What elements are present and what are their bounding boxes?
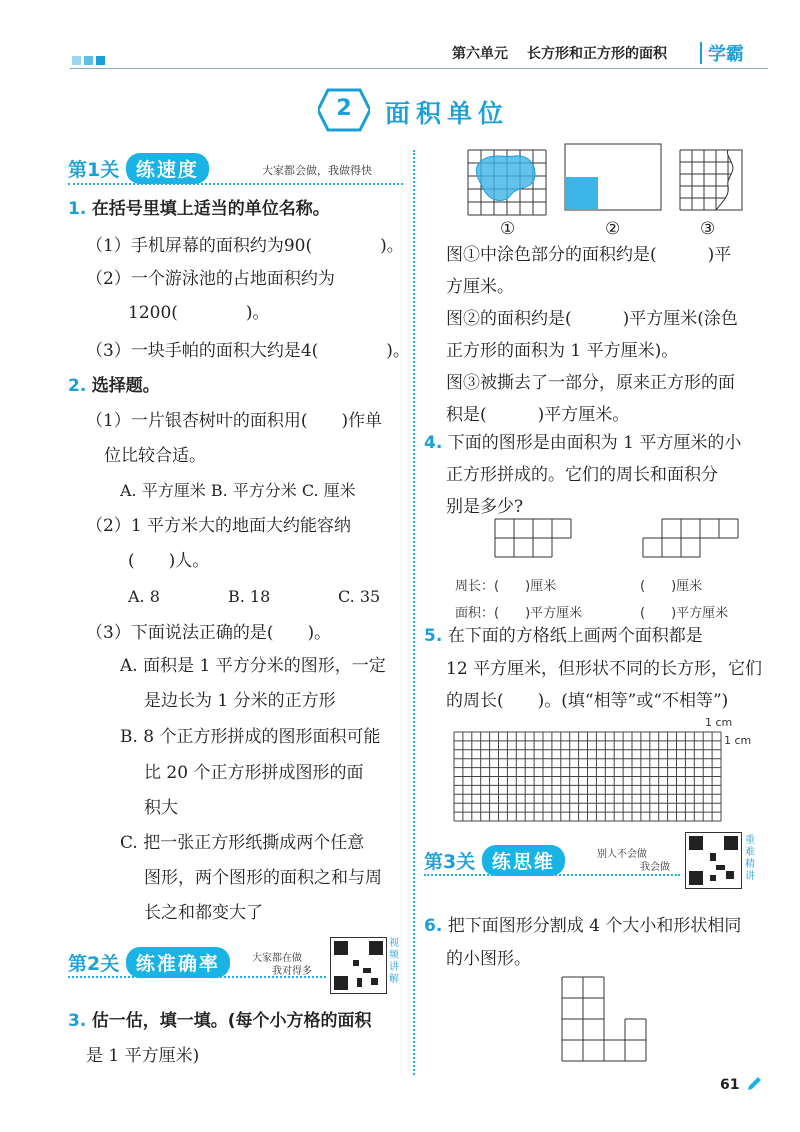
q4-area-b: ( )平方厘米: [640, 606, 729, 621]
pencil-icon: [745, 1075, 763, 1093]
q2-c-b1: B. 8 个正方形拼成的图形面积可能: [120, 727, 381, 747]
q2-b2: ( )人。: [128, 551, 210, 571]
q2-a1: （1）一片银杏树叶的面积用( )作单: [86, 411, 383, 431]
q2-c-c3: 长之和都变大了: [144, 903, 263, 923]
q3-text4: 正方形的面积为 1 平方厘米)。: [446, 341, 679, 361]
q6-line1: 6. 把下面图形分割成 4 个大小和形状相同: [424, 916, 742, 936]
header-title: 长方形和正方形的面积: [527, 46, 667, 62]
header-line: [70, 68, 768, 69]
section3-qr-code[interactable]: [685, 832, 742, 889]
q4-perimeter-b: ( )厘米: [640, 579, 703, 594]
section3-label: 第3关 练思维: [424, 845, 565, 876]
header-decor: [72, 50, 105, 69]
q5-cm-label-side: 1 cm: [724, 734, 752, 747]
q3-text3: 图②的面积约是( )平方厘米(涂色: [446, 309, 738, 329]
q1-b1: （2）一个游泳池的占地面积约为: [86, 269, 335, 289]
q6-shape: [560, 975, 670, 1065]
q1-a: （1）手机屏幕的面积约为90( )。: [86, 236, 404, 256]
q2-c-b3: 积大: [144, 798, 178, 818]
q3-fig2-label: ②: [605, 219, 621, 239]
q2-c-b2: 比 20 个正方形拼成图形的面: [144, 763, 364, 783]
q5-line1: 5. 在下面的方格纸上画两个面积都是: [424, 626, 703, 646]
q2-b1: （2）1 平方米大的地面大约能容纳: [86, 516, 352, 536]
section3-note1: 别人不会做: [597, 849, 647, 860]
q4-line2: 正方形拼成的。它们的周长和面积分: [446, 465, 718, 485]
q5-grid-paper[interactable]: [452, 730, 724, 822]
q2-c-a2: 是边长为 1 分米的正方形: [144, 691, 336, 711]
section3-note2: 我会做: [640, 862, 670, 873]
q3-line2: 是 1 平方厘米): [86, 1046, 200, 1066]
section2-note2: 我对得多: [272, 966, 312, 977]
q2-c: （3）下面说法正确的是( )。: [86, 623, 332, 643]
section3-side-label: 重难精讲: [745, 835, 755, 882]
section1-note: 大家都会做，我做得快: [262, 164, 372, 177]
q6-line2: 的小图形。: [446, 949, 531, 969]
q3-text6: 积是( )平方厘米。: [446, 405, 630, 425]
section2-underline: [68, 976, 326, 978]
header-brand: 学霸: [708, 44, 744, 65]
q5-cm-label-top: 1 cm: [705, 716, 733, 729]
q2-a-options: A. 平方厘米 B. 平方分米 C. 厘米: [120, 481, 356, 500]
column-divider: [413, 150, 415, 1075]
q3-text2: 方厘米。: [446, 277, 514, 297]
q4-line1: 4. 下面的图形是由面积为 1 平方厘米的小: [424, 433, 742, 453]
q2-b-option-c: C. 35: [338, 587, 381, 606]
section2-side-label: 视频讲解: [389, 938, 399, 985]
q1-b2: 1200( )。: [128, 303, 270, 323]
q5-line2: 12 平方厘米，但形状不同的长方形，它们: [446, 659, 763, 679]
section2-label: 第2关 练准确率: [68, 947, 230, 978]
section2-pill: 练准确率: [126, 947, 230, 978]
header-divider: [700, 42, 702, 64]
q2-c-c1: C. 把一张正方形纸撕成两个任意: [120, 833, 365, 853]
q2-c-c2: 图形，两个图形的面积之和与周: [144, 868, 382, 888]
lesson-number: 2: [336, 96, 352, 121]
q4-perimeter-a: 周长：( )厘米: [455, 579, 557, 594]
q2-a2: 位比较合适。: [104, 446, 206, 466]
q1-title: 1. 在括号里填上适当的单位名称。: [68, 199, 330, 219]
section3-pill: 练思维: [482, 845, 565, 876]
q4-area-a: 面积：( )平方厘米: [455, 606, 583, 621]
q2-title: 2. 选择题。: [68, 376, 160, 396]
section1-underline: [68, 183, 403, 185]
section2-qr-code[interactable]: [330, 937, 387, 994]
header-unit: 第六单元: [452, 46, 508, 62]
q4-line3: 别是多少?: [446, 497, 524, 517]
page-number: 61: [720, 1077, 740, 1093]
q3-text5: 图③被撕去了一部分，原来正方形的面: [446, 373, 735, 393]
section3-underline: [424, 874, 680, 876]
q5-line3: 的周长( )。(填“相等”或“不相等”): [446, 691, 729, 711]
section1-pill: 练速度: [126, 153, 209, 184]
q3-text1: 图①中涂色部分的面积约是( )平: [446, 245, 732, 265]
q3-fig3-label: ③: [700, 219, 716, 239]
q2-b-option-a: A. 8: [128, 587, 160, 606]
section2-note1: 大家都在做: [252, 953, 302, 964]
lesson-title: 面积单位: [385, 99, 510, 128]
section1-label: 第1关 练速度: [68, 153, 209, 184]
q3-fig1-label: ①: [500, 219, 516, 239]
q3-line1: 3. 估一估，填一填。(每个小方格的面积: [68, 1011, 372, 1031]
q1-c: （3）一块手帕的面积大约是4( )。: [86, 341, 410, 361]
q2-c-a1: A. 面积是 1 平方分米的图形，一定: [120, 656, 386, 676]
q2-b-option-b: B. 18: [228, 587, 271, 606]
q4-shapes: [490, 515, 770, 565]
